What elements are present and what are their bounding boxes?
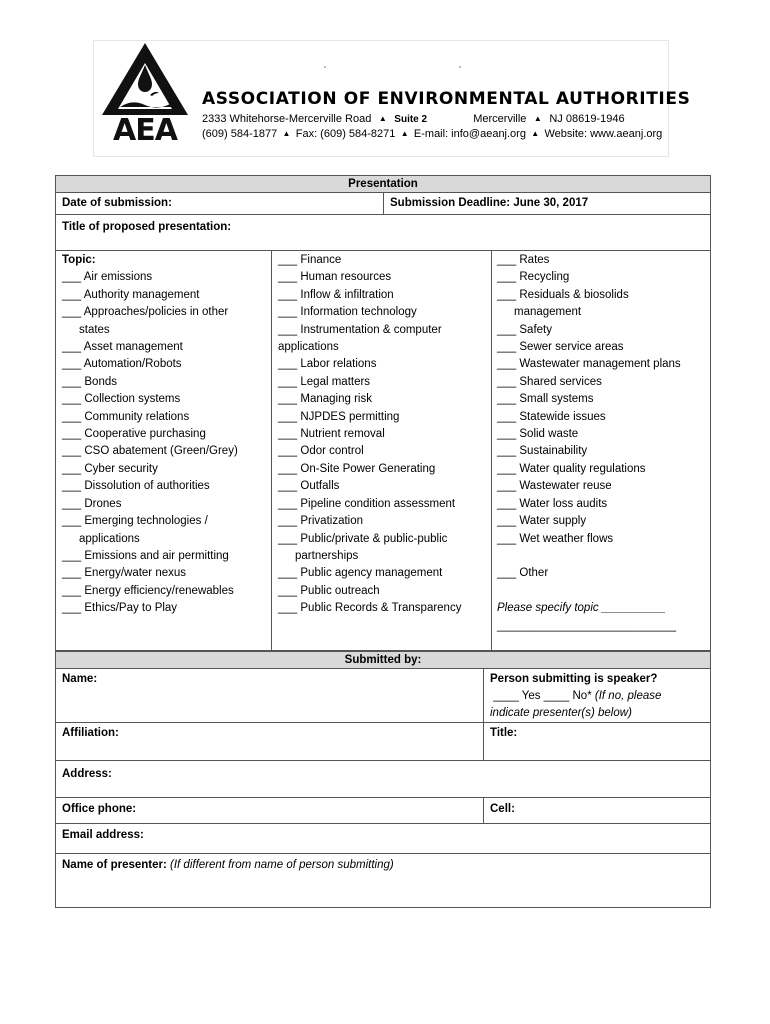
topic-option[interactable]: ___ Instrumentation & computer [278,323,442,336]
affiliation-label: Affiliation: [62,727,119,739]
topic-option[interactable]: ___ Solid waste [497,428,579,441]
topic-list-2 [278,252,461,618]
topic-option[interactable]: ___ Bonds [62,375,117,388]
triangle-separator-icon: ▲ [529,129,542,138]
triangle-separator-icon: ▲ [529,114,547,123]
topic-option[interactable]: ___ Inflow & infiltration [278,288,394,301]
topic-option[interactable]: ___ Sewer service areas [497,341,624,354]
fax: Fax: (609) 584-8271 [295,128,396,140]
spacer [497,548,681,565]
topic-option[interactable]: ___ Authority management [62,288,200,301]
title-field-label: Title: [490,727,518,739]
topic-option[interactable]: ___ Sustainability [497,445,588,458]
please-specify-topic[interactable]: Please specify topic __________ [497,602,666,615]
triangle-separator-icon: ▲ [374,114,392,123]
contact-line [202,128,662,140]
topic-option[interactable]: ___ Odor control [278,445,364,458]
topic-option[interactable]: ___ Privatization [278,515,364,528]
topic-option[interactable]: ___ Water supply [497,515,587,528]
topic-option[interactable]: ___ Cyber security [62,462,158,475]
address-field[interactable] [55,760,711,798]
topic-option[interactable]: ___ Public agency management [278,567,443,580]
topic-label: Topic: [62,254,96,266]
topic-option[interactable]: ___ Public outreach [278,584,380,597]
topic-option[interactable]: ___ Air emissions [62,271,153,284]
topic-option[interactable]: ___ Statewide issues [497,410,606,423]
topic-option[interactable]: ___ Finance [278,254,342,266]
email-label: Email address: [62,829,144,841]
topic-option[interactable]: ___ Public Records & Transparency [278,602,462,615]
topic-option[interactable]: ___ Approaches/policies in other [62,306,229,319]
triangle-separator-icon: ▲ [280,129,293,138]
presentation-header: Presentation [55,175,711,193]
topic-option[interactable]: ___ Pipeline condition assessment [278,497,456,510]
topic-option[interactable]: ___ Residuals & biosolids [497,288,629,301]
aea-logo [98,43,192,143]
phone: (609) 584-1877 [202,128,278,140]
topic-option[interactable]: ___ Emerging technologies / [62,515,208,528]
topic-option[interactable]: ___ Drones [62,497,122,510]
address-line [202,113,625,125]
presenter-label: Name of presenter: [62,859,167,871]
topic-option[interactable]: ___ Legal matters [278,375,371,388]
topic-option[interactable]: ___ Information technology [278,306,417,319]
presenter-note: (If different from name of person submitting) [170,859,394,871]
topic-list-3 [497,252,681,635]
office-phone-field[interactable] [55,797,484,824]
date-of-submission-field[interactable] [55,192,384,215]
affiliation-field[interactable] [55,722,484,761]
topic-option[interactable]: ___ Energy efficiency/renewables [62,584,234,597]
speaker-yes-no-option[interactable]: ____ Yes ____ No* [493,690,592,702]
speaker-note: (If no, please [594,690,662,702]
title-label: Title of proposed presentation: [62,221,232,233]
office-phone-label: Office phone: [62,803,137,815]
deadline-label: Submission Deadline: June 30, 2017 [390,197,589,209]
topic-option[interactable]: ___ Collection systems [62,393,181,406]
name-field[interactable] [55,668,484,723]
presenter-name-field[interactable] [55,853,711,908]
cell-label: Cell: [490,803,515,815]
topic-option[interactable]: ___ Wastewater reuse [497,480,612,493]
speaker-cell [483,668,711,723]
cell-phone-field[interactable] [483,797,711,824]
website-link[interactable]: Website: www.aeanj.org [544,128,663,140]
state-zip: NJ 08619-1946 [549,113,625,125]
topic-option[interactable]: ___ Nutrient removal [278,428,385,441]
topic-option[interactable]: ___ Wastewater management plans [497,358,681,371]
topic-option-continued: applications [278,341,339,354]
topic-option[interactable]: ___ Energy/water nexus [62,567,187,580]
topic-option[interactable]: ___ Small systems [497,393,594,406]
topic-option[interactable]: ___ Safety [497,323,552,336]
city: Mercerville [473,113,527,125]
topic-option-continued: applications [79,532,140,545]
logo-text: AEA [113,113,177,143]
title-of-presentation-field[interactable] [55,214,711,251]
topic-option-continued: partnerships [295,549,359,562]
email-link[interactable]: E-mail: info@aeanj.org [413,128,526,140]
title-field[interactable] [483,722,711,761]
topic-option[interactable]: ___ NJPDES permitting [278,410,400,423]
address-label: Address: [62,768,112,780]
topic-option[interactable]: ___ Water quality regulations [497,462,646,475]
deadline-cell [383,192,711,215]
topic-option[interactable]: ___ Dissolution of authorities [62,480,210,493]
topic-option[interactable]: ___ CSO abatement (Green/Grey) [62,445,238,458]
scan-speck [459,66,461,68]
scan-speck [324,66,326,68]
topic-option[interactable]: ___ Cooperative purchasing [62,428,206,441]
topic-option[interactable]: ___ Water loss audits [497,497,608,510]
topic-option[interactable]: ___ Managing risk [278,393,372,406]
triangle-separator-icon: ▲ [398,129,411,138]
speaker-note-continued: indicate presenter(s) below) [490,707,632,719]
topic-option[interactable]: ___ Ethics/Pay to Play [62,602,178,615]
topic-option[interactable]: ___ Community relations [62,410,190,423]
topic-option[interactable]: ___ Asset management [62,341,183,354]
topic-option[interactable]: ___ Rates [497,254,550,266]
topic-option-continued: states [79,323,110,336]
topic-option[interactable]: ___ Public/private & public-public [278,532,448,545]
topic-list-1 [62,252,238,618]
email-field[interactable] [55,823,711,854]
topic-option[interactable]: ___ Emissions and air permitting [62,549,229,562]
suite: Suite 2 [394,114,428,125]
name-label: Name: [62,673,98,685]
topic-option[interactable]: ___ Human resources [278,271,392,284]
topic-option-continued: management [514,306,582,319]
date-label: Date of submission: [62,197,172,209]
topic-option[interactable]: ___ Outfalls [278,480,340,493]
street-address: 2333 Whitehorse-Mercerville Road [202,113,372,125]
topic-option[interactable]: ___ Recycling [497,271,570,284]
spacer [497,583,681,600]
topic-option[interactable]: ___ Wet weather flows [497,532,614,545]
speaker-question: Person submitting is speaker? [490,673,658,685]
topic-option[interactable]: ___ Shared services [497,375,602,388]
topic-option[interactable]: ___ On-Site Power Generating [278,462,436,475]
org-name: ASSOCIATION OF ENVIRONMENTAL AUTHORITIES [202,89,691,109]
letterhead [93,40,691,157]
topic-option-other[interactable]: ___ Other [497,567,549,580]
topic-option[interactable]: ___ Labor relations [278,358,377,371]
submitted-by-header: Submitted by: [55,651,711,669]
topic-option[interactable]: ___ Automation/Robots [62,358,182,371]
specify-topic-line[interactable]: ____________________________ [497,619,677,632]
